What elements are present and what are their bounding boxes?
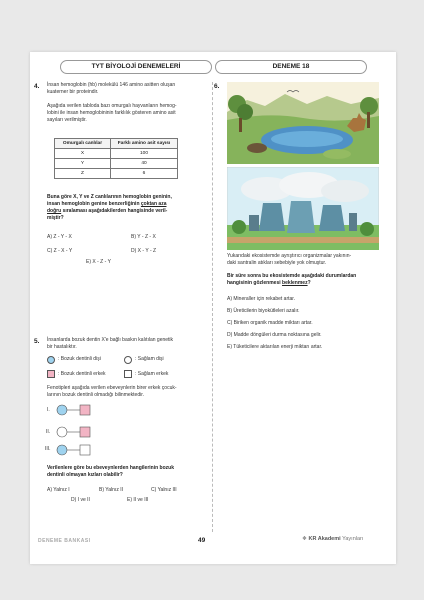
legend-healthy-male: : Sağlam erkek (135, 371, 169, 377)
parent-pair-2 (55, 425, 95, 439)
legend-sick-female: : Bozuk dentinli dişi (58, 356, 101, 362)
q5-para-line-1: Fenotipleri aşağıda verilen ebeveynlerin birer erkek çocuk- (47, 385, 177, 391)
table-cell: Y (55, 159, 111, 169)
table-row (55, 149, 178, 159)
q4-question-line-3: doğru sıralaması aşağıdakilerden hangisinde veril- (47, 208, 168, 214)
q4-option-e[interactable]: E) X - Z - Y (86, 259, 111, 265)
legend-sick-male: : Bozuk dentinli erkek (58, 371, 106, 377)
legend-healthy-female: : Sağlam dişi (135, 356, 164, 362)
q5-question-line-2: dentinli olmayan kızları olabilir? (47, 472, 123, 478)
parent-pair-1 (55, 403, 95, 417)
publisher-logo: ❖ KR Akademi Yayınları (302, 536, 364, 542)
q6-option-c[interactable]: C) Biriken organik madde miktarı artar. (227, 320, 313, 326)
q6-option-b[interactable]: B) Üreticilerin biyokütleleri azalır. (227, 308, 300, 314)
q4-para-line-3: sayıları verilmiştir. (47, 117, 87, 123)
q4-question-line-4: miştir? (47, 215, 64, 221)
q5-option-a[interactable]: A) Yalnız I (47, 487, 70, 493)
pair-label: II. (46, 429, 51, 435)
page-number: 49 (198, 537, 206, 544)
table-header: Omurgalı canlılar (55, 139, 111, 149)
healthy-male-symbol (124, 370, 132, 378)
q4-para-line-1: Aşağıda verilen tabloda bazı omurgalı hayvanların hemog- (47, 103, 177, 109)
pair-label: I. (47, 407, 50, 413)
q4-intro-line-1: İnsan hemoglobin (hb) molekülü 146 amino asitten oluşan (47, 82, 176, 88)
amino-acid-table (54, 138, 178, 179)
header-right-title: DENEME 18 (215, 60, 367, 74)
table-row (55, 159, 178, 169)
healthy-female-symbol (124, 356, 132, 364)
pair-label: III. (45, 446, 51, 452)
table-cell: Z (55, 169, 111, 179)
question-6-number: 6. (214, 83, 220, 90)
sick-male-symbol (47, 370, 55, 378)
q6-option-a[interactable]: A) Mineraller için rekabet artar. (227, 296, 296, 302)
table-cell: 100 (111, 149, 178, 159)
question-4-number: 4. (34, 83, 40, 90)
q6-question-line-1: Bir süre sonra bu ekosistemde aşağıdaki durumlardan (227, 273, 357, 279)
table-cell: 40 (111, 159, 178, 169)
q5-para-line-2: larının bozuk dentinli olmadığı bilinmektedir. (47, 392, 144, 398)
q5-option-c[interactable]: C) Yalnız III (151, 487, 177, 493)
q4-intro-line-2: kuaterner bir proteindir. (47, 89, 99, 95)
sick-female-symbol (47, 356, 55, 364)
table-cell: X (55, 149, 111, 159)
q5-option-d[interactable]: D) I ve II (71, 497, 90, 503)
q4-option-a[interactable]: A) Z - Y - X (47, 234, 72, 240)
q6-option-e[interactable]: E) Tüketicilere aktarılan enerji miktarı artar. (227, 344, 323, 350)
q5-option-b[interactable]: B) Yalnız II (99, 487, 123, 493)
footer-series-logo: DENEME BANKASI (38, 538, 91, 544)
q4-question-line-1: Buna göre X, Y ve Z canlılarının hemoglobin geninin, (47, 194, 172, 200)
q5-intro-line-2: bir hastalıktır. (47, 344, 77, 350)
q4-option-c[interactable]: C) Z - X - Y (47, 248, 73, 254)
q5-question-line-1: Verilenlere göre bu ebeveynlerden hangilerinin bozuk (47, 465, 174, 471)
q6-question-line-2: hangisinin gözlenmesi beklenmez? (227, 280, 311, 286)
publisher-emblem-icon: ❖ (302, 536, 307, 542)
table-header: Farklı amino asit sayısı (111, 139, 178, 149)
parent-pair-3 (55, 443, 95, 457)
q5-option-e[interactable]: E) II ve III (127, 497, 149, 503)
q6-para-line-2: daki santralin atıkları sebebiyle yok olmuştur. (227, 260, 327, 266)
q4-option-d[interactable]: D) X - Y - Z (131, 248, 157, 254)
table-row (55, 169, 178, 179)
q6-para-line-1: Yukarıdaki ekosistemde ayrıştırıcı organizmalar yakının- (227, 253, 352, 259)
question-5-number: 5. (34, 338, 40, 345)
table-cell: 6 (111, 169, 178, 179)
header-left-title: TYT BİYOLOJİ DENEMELERİ (60, 60, 212, 74)
power-plant-image (227, 167, 379, 250)
q6-option-d[interactable]: D) Madde döngüleri durma noktasına gelir. (227, 332, 322, 338)
ecosystem-image (227, 82, 379, 164)
q4-option-b[interactable]: B) Y - Z - X (131, 234, 156, 240)
q4-question-line-2: insan hemoglobin genine benzerliğinin çoktan aza (47, 201, 167, 207)
q5-intro-line-1: İnsanlarda bozuk dentin X'e bağlı baskın kalıtılan genetik (47, 337, 174, 343)
q4-para-line-2: lobini ile insan hemoglobininin farklılık gösteren amino asit (47, 110, 176, 116)
column-divider (212, 82, 213, 532)
